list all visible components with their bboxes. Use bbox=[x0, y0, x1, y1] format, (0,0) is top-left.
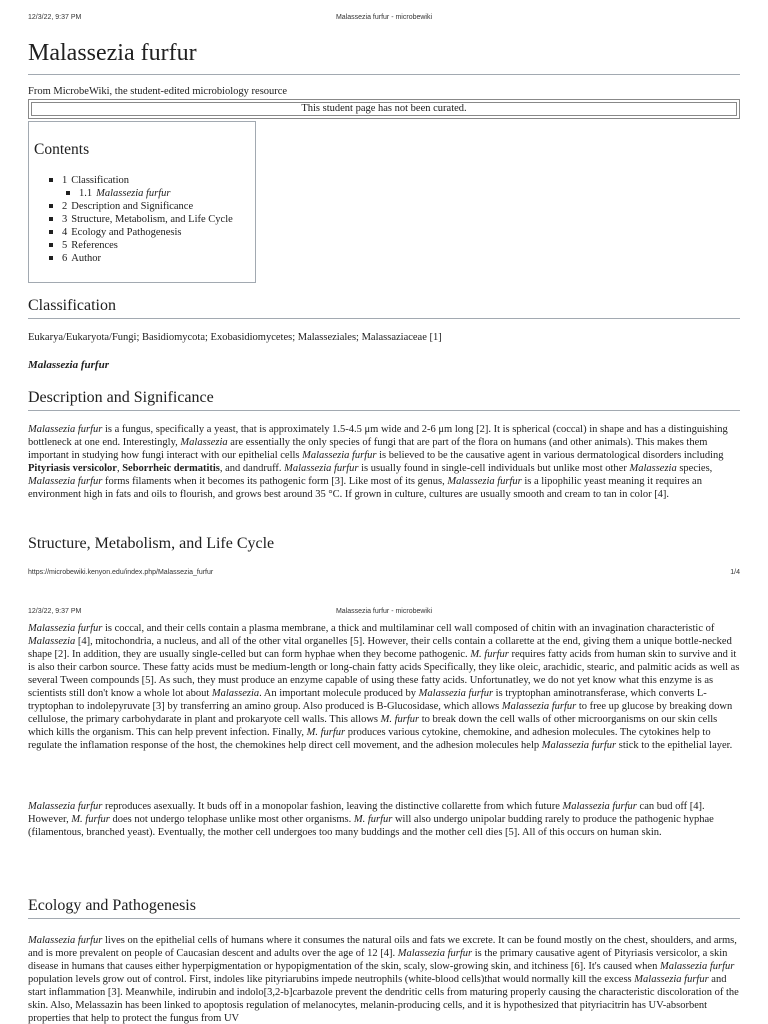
toc-item-structure[interactable]: 3 Structure, Metabolism, and Life Cycle bbox=[49, 213, 233, 226]
heading-divider bbox=[28, 918, 740, 919]
toc-item-references[interactable]: 5 References bbox=[49, 239, 233, 252]
subheading-malassezia-furfur: Malassezia furfur bbox=[28, 359, 109, 371]
structure-paragraph-2: Malassezia furfur reproduces asexually. It buds off in a monopolar fashion, leaving the distinctive collarette from which future Malassezia furfur can bud off [4]. However, M. furfur does not undergo telophase unlike most other organisms. M. furfur will also undergo unipolar budding rarely to produce the pathogenic hyphae (filamentous, branched yeast). Eventually, the mother cell undergoes too many buddings and the mother cell dies [5]. All of this occurs on human skin. bbox=[28, 801, 714, 838]
description-paragraph: Malassezia furfur is a fungus, specifically a yeast, that is approximately 1.5-4.5 μm wide and 2-6 μm long [2]. It is spherical (coccal) in shape and has a distinguishing bottleneck at one end. Interestingly, Malassezia are essentially the only species of fungi that are part of the flora on humans (and other animals). This makes them important in studying how fungi interact with our epithelial cells Malassezia furfur is believed to be the causative agent in various dermatological disorders including Pityriasis versicolor, Seborrheic dermatitis, and dandruff. Malassezia furfur is usually found in single-cell individuals but unlike most other Malassezia species, Malassezia furfur forms filaments when it becomes its pathogenic form [3]. Like most of its genus, Malassezia furfur is a lipophilic yeast meaning it requires an environment high in fats and oils to flourish, and grows best around 35 °C. If grown in culture, cultures are usually smooth and cream to tan in color [4]. bbox=[28, 424, 728, 500]
toc-list bbox=[49, 174, 233, 265]
toc-title: Contents bbox=[34, 141, 90, 158]
toc-item-author[interactable]: 6 Author bbox=[49, 252, 233, 265]
curation-notice bbox=[28, 99, 740, 119]
print-datetime: 12/3/22, 9:37 PM bbox=[28, 14, 82, 21]
heading-divider bbox=[28, 410, 740, 411]
page-title: Malassezia furfur bbox=[28, 40, 197, 66]
toc-item-classification[interactable]: 1 Classification bbox=[49, 174, 233, 187]
heading-divider bbox=[28, 318, 740, 319]
print-page-number: 1/4 bbox=[730, 569, 740, 576]
toc-item-ecology[interactable]: 4 Ecology and Pathogenesis bbox=[49, 226, 233, 239]
curation-notice-text: This student page has not been curated. bbox=[31, 102, 737, 116]
title-divider bbox=[28, 74, 740, 75]
heading-structure: Structure, Metabolism, and Life Cycle bbox=[28, 535, 275, 552]
table-of-contents bbox=[28, 121, 256, 283]
ecology-paragraph: Malassezia furfur lives on the epithelial cells of humans where it consumes the natural oils and fats we excrete. It can be found mostly on the chest, shoulders, and arms, and is more prevalent on people of Caucasian descent and adults over the age of 12 [4]. Malassezia furfur is the primary causative agent of Pityriasis versicolor, a skin disease in humans that causes either hyperpigmentation or hypopigmentation of the skin, scaly, slow-growing skin, and itchiness [6]. It's caused when Malassezia furfur population levels grow out of control. First, indoles like pityriarubins impede neutrophils (white-blood cells)that would normally kill the excess Malassezia furfur and start inflammation [3]. Meanwhile, indirubin and indolo[3,2-b]carbazole prevent the dendritic cells from maturing properly causing the characteristic discoloration of the skin. Also, Melassazin has been linked to apoptosis regulation of melanocytes, melanin-producing cells, and it is hypothesized that pityriacitrin has UV-absorbent properties that help to protect the fungus from UV bbox=[28, 935, 739, 1024]
print-page-title: Malassezia furfur - microbewiki bbox=[335, 14, 433, 21]
classification-text: Eukarya/Eukaryota/Fungi; Basidiomycota; Exobasidiomycetes; Malasseziales; Malassaziaceae [1] bbox=[28, 332, 442, 343]
print-url: https://microbewiki.kenyon.edu/index.php/Malassezia_furfur bbox=[28, 569, 214, 576]
toc-item-description[interactable]: 2 Description and Significance bbox=[49, 200, 233, 213]
print-page-2 bbox=[0, 600, 768, 1024]
structure-paragraph-1: Malassezia furfur is coccal, and their cells contain a plasma membrane, a thick and multilaminar cell wall composed of chitin with an invagination characteristic of Malassezia [4], mitochondria, a nucleus, and all of the other vital organelles [5]. However, their cells contain a collarette at the end, giving them a unique bottle-necked shape [2]. In addition, they are usually single-celled but can form hyphae when they become pathogenic. M. furfur requires fatty acids from human skin to survive and it is also their carbon source. These fatty acids must be medium-length or long-chain fatty acids Specifically, they like oleic, arachidic, stearic, and palmitic acids as well as several Tween compounds [5]. As such, they must produce an enzyme capable of using these fatty acids. Unfortunatley, we do not yet know what this enzyme is as scientists still don't know a whole lot about Malassezia. An important molecule produced by Malassezia furfur is tryptophan aminotransferase, which converts L-tryptophan to indolepyruvate [3] by transferring an amino group. Also produced is B-Glucosidase, which allows Malassezia furfur to free up glucose by breaking down cellulose, the primary carbohydarate in plant and prokaryote cell walls. This allows M. furfur to break down the cell walls of other microorganisms on our skin cells which kills the organism. This can help prevent infection. Finally, M. furfur produces various cytokine, chemokine, and adhesion molecules. The cytokines help to regulate the inflamation response of the host, the chemokines help direct cell movement, and the adhesion molecules help Malassezia furfur stick to the epithelial layer. bbox=[28, 623, 740, 751]
heading-classification: Classification bbox=[28, 297, 116, 314]
toc-item-malassezia-furfur[interactable]: 1.1 Malassezia furfur bbox=[66, 187, 233, 200]
from-line: From MicrobeWiki, the student-edited microbiology resource bbox=[28, 86, 288, 97]
print-datetime: 12/3/22, 9:37 PM bbox=[28, 608, 82, 615]
heading-ecology: Ecology and Pathogenesis bbox=[28, 897, 196, 914]
heading-description: Description and Significance bbox=[28, 389, 214, 406]
print-page-title: Malassezia furfur - microbewiki bbox=[335, 608, 433, 615]
